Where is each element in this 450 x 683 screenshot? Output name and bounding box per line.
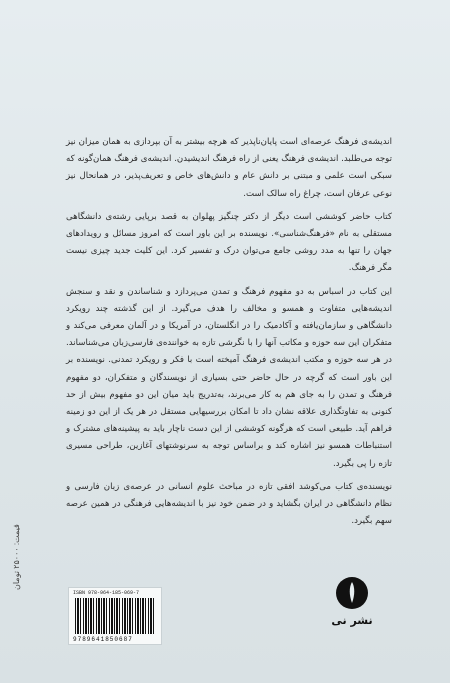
barcode-bars [75,598,155,634]
publisher-logo [330,576,374,646]
barcode-number: 9789641850687 [73,636,133,643]
isbn-label: ISBN 978-964-185-069-7 [73,590,140,596]
blurb-paragraph-1: اندیشه‌ی فرهنگ عرصه‌ای است پایان‌ناپذیر که هرچه بیشتر به آن بپردازی به همان میزان نیز توجه می‌طلبد. اندیشه‌ی فرهنگ یعنی از راه فرهنگ اندیشیدن. اندیشه‌ی فرهنگ همان‌گونه که سبکی است علمی و مبتنی بر دانش عام و دانش‌های خاص و تعریف‌پذیر، در همانحال نیز نوعی عرفان است، چراغ راه سالک است. [66,137,392,199]
blurb-paragraph-2: کتاب حاضر کوششی است دیگر از دکتر چنگیز پهلوان به قصد برپایی رشته‌ی دانشگاهی مستقلی به نام «فرهنگ‌شناسی». نویسنده بر این باور است که امروز مسائل و رویدادهای جهان را تنها به مدد روشی جامع می‌توان درک و تفسیر کرد. این کلیت جدید چیزی نیست مگر فرهنگ. [66,211,392,274]
barcode [68,587,162,645]
blurb-paragraph-3: این کتاب در اسباس به دو مفهوم فرهنگ و تمدن می‌پردازد و شناساندن و نقد و سنجش اندیشه‌هایی متفاوت و همسو و مخالف را هدف می‌گیرد. از این گذشته چند رویکرد دانشگاهی و سازمان‌یافته و آکادمیک را در انگلستان، در آمریکا و در آلمان معرفی می‌کند و متفکران این سه حوزه و مکاتب آنها را با نگرشی تازه به خواننده‌ی فارسی‌زبان می‌شناساند. در هر سه حوزه و مکتب اندیشه‌ی فرهنگ آمیخته است با فکر و رویکرد تمدنی. نویسنده بر این باور است که گرچه در حال حاضر حتی بسیاری از نویسندگان و متفکران، دو مفهوم فرهنگ و تمدن را به جای هم به کار می‌برند، به‌تدریج باید میان این دو مفهوم بیش از حد کنونی به تفاوتگذاری علاقه نشان داد تا امکان بررسیهایی مستقل در هر یک از این دو زمینه فراهم آید. طبیعی است که هرگونه کوششی از این دست ناچار باید به پیشینه‌های مشترک و استنباطات همسو نیز اشاره کند و براساس توجه به سرنوشتهای آغازین، طراحی مسیری تازه را پی بگیرد. [66,286,392,469]
publisher-name: نشر نی [331,614,373,627]
blurb-paragraph-4: نویسنده‌ی کتاب می‌کوشد افقی تازه در مباحث علوم انسانی در عرصه‌ی زبان فارسی و نظام دانشگاهی در ایران بگشاید و در ضمن خود نیز با اندیشه‌هایی فرهنگی در همین عرصه سهم بگیرد. [66,481,392,527]
blurb-text [66,124,392,536]
reed-logo-icon [335,576,369,610]
price-note: قیمت: ۲۵۰۰۰ تومان [12,524,21,590]
